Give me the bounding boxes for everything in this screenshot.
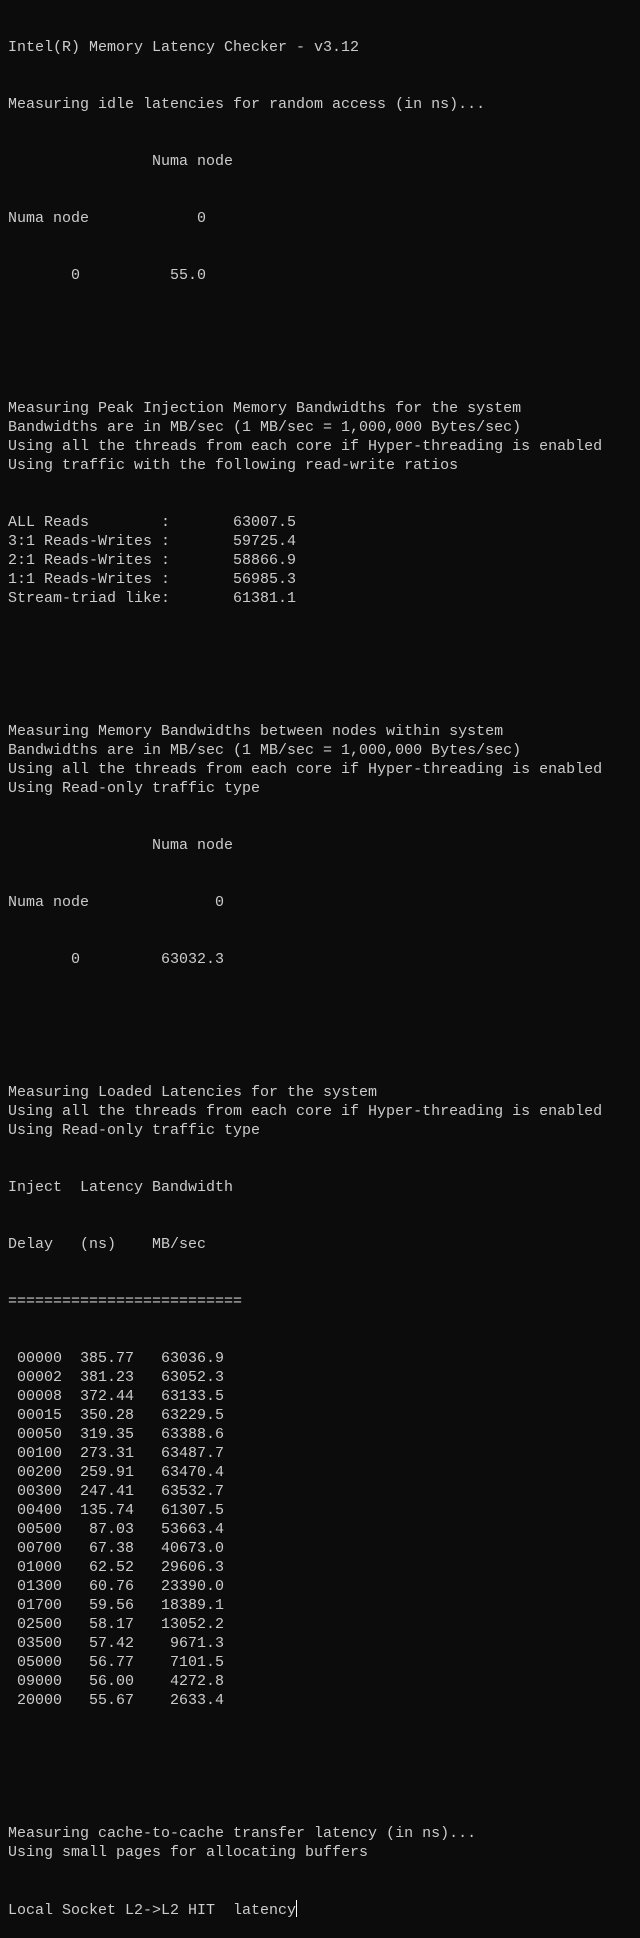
latency-cell: 62.52 (88, 1559, 134, 1576)
nodes-bandwidth-value: 63032.3 (161, 951, 225, 968)
ratio-row (8, 532, 602, 551)
inject-delay-cell: 00008 (16, 1388, 62, 1405)
bandwidth-cell: 29606.3 (160, 1559, 224, 1576)
header-delay: Delay (8, 1236, 54, 1253)
ratio-label: 1:1 Reads-Writes : (8, 571, 171, 588)
latency-cell: 135.74 (79, 1502, 134, 1519)
bandwidth-cell: 23390.0 (160, 1578, 224, 1595)
loaded-line: Measuring Loaded Latencies for the system (8, 1084, 378, 1101)
ratio-label: 2:1 Reads-Writes : (8, 552, 171, 569)
table-row (8, 1558, 602, 1577)
table-row (8, 1577, 602, 1596)
inject-delay-cell: 00100 (16, 1445, 62, 1462)
nodes-row-node: 0 (70, 951, 80, 968)
loaded-line: Using Read-only traffic type (8, 1122, 261, 1139)
nodes-row-header: Numa node (8, 894, 90, 911)
ratio-value: 56985.3 (233, 571, 297, 588)
table-row (8, 1463, 602, 1482)
table-row (8, 1387, 602, 1406)
current-output-line: Local Socket L2->L2 HIT latency (8, 1902, 297, 1919)
bandwidth-cell: 63052.3 (160, 1369, 224, 1386)
table-row (8, 1691, 602, 1710)
ratio-label: 3:1 Reads-Writes : (8, 533, 171, 550)
inject-delay-cell: 00300 (16, 1483, 62, 1500)
header-inject: Inject (8, 1179, 63, 1196)
inject-delay-cell: 00000 (16, 1350, 62, 1367)
ratio-row (8, 589, 602, 608)
latency-cell: 372.44 (79, 1388, 134, 1405)
inject-delay-cell: 00015 (16, 1407, 62, 1424)
ratio-label: ALL Reads : (8, 514, 171, 531)
ratio-row (8, 551, 602, 570)
bandwidth-cell: 9671.3 (169, 1635, 224, 1652)
peak-line: Bandwidths are in MB/sec (1 MB/sec = 1,000,000 Bytes/sec) (8, 419, 522, 436)
latency-cell: 55.67 (88, 1692, 134, 1709)
inject-delay-cell: 09000 (16, 1673, 62, 1690)
loaded-line: Using all the threads from each core if Hyper-threading is enabled (8, 1103, 603, 1120)
c2c-line: Measuring cache-to-cache transfer latency (in ns)... (8, 1825, 477, 1842)
bandwidth-cell: 63532.7 (160, 1483, 224, 1500)
bandwidth-cell: 40673.0 (160, 1540, 224, 1557)
inject-delay-cell: 00200 (16, 1464, 62, 1481)
table-row (8, 1482, 602, 1501)
table-row (8, 1520, 602, 1539)
latency-cell: 273.31 (79, 1445, 134, 1462)
table-row (8, 1615, 602, 1634)
idle-heading: Measuring idle latencies for random access (in ns)... (8, 96, 486, 113)
peak-line: Using all the threads from each core if Hyper-threading is enabled (8, 438, 603, 455)
inject-delay-cell: 05000 (16, 1654, 62, 1671)
header-latency: Latency (80, 1179, 144, 1196)
table-row (8, 1444, 602, 1463)
latency-cell: 59.56 (88, 1597, 134, 1614)
latency-cell: 385.77 (79, 1350, 134, 1367)
nodes-line: Using Read-only traffic type (8, 780, 261, 797)
inject-delay-cell: 01700 (16, 1597, 62, 1614)
idle-row-header: Numa node (8, 210, 90, 227)
table-row (8, 1653, 602, 1672)
bandwidth-cell: 63470.4 (160, 1464, 224, 1481)
loaded-header-2 (8, 1235, 602, 1254)
bandwidth-cell: 13052.2 (160, 1616, 224, 1633)
bandwidth-cell: 53663.4 (160, 1521, 224, 1538)
latency-cell: 319.35 (79, 1426, 134, 1443)
bandwidth-cell: 63487.7 (160, 1445, 224, 1462)
ratio-value: 58866.9 (233, 552, 297, 569)
bandwidth-cell: 63388.6 (160, 1426, 224, 1443)
peak-line: Measuring Peak Injection Memory Bandwidths for the system (8, 400, 522, 417)
nodes-line: Bandwidths are in MB/sec (1 MB/sec = 1,000,000 Bytes/sec) (8, 742, 522, 759)
table-row (8, 1501, 602, 1520)
ratio-label: Stream-triad like: (8, 590, 171, 607)
bandwidth-cell: 4272.8 (169, 1673, 224, 1690)
nodes-col-node: 0 (215, 894, 225, 911)
nodes-line: Using all the threads from each core if Hyper-threading is enabled (8, 761, 603, 778)
table-separator: ========================== (8, 1293, 243, 1310)
latency-cell: 350.28 (79, 1407, 134, 1424)
table-row (8, 1368, 602, 1387)
inject-delay-cell: 02500 (16, 1616, 62, 1633)
table-row (8, 1425, 602, 1444)
bandwidth-cell: 63036.9 (160, 1350, 224, 1367)
ratio-row (8, 513, 602, 532)
header-bandwidth: Bandwidth (152, 1179, 234, 1196)
latency-cell: 58.17 (88, 1616, 134, 1633)
ratio-row (8, 570, 602, 589)
nodes-line: Measuring Memory Bandwidths between nodes within system (8, 723, 504, 740)
bandwidth-cell: 7101.5 (169, 1654, 224, 1671)
latency-cell: 67.38 (88, 1540, 134, 1557)
table-row (8, 1596, 602, 1615)
nodes-col-header: Numa node (152, 837, 234, 854)
latency-cell: 56.00 (88, 1673, 134, 1690)
inject-delay-cell: 00500 (16, 1521, 62, 1538)
latency-cell: 60.76 (88, 1578, 134, 1595)
table-row (8, 1634, 602, 1653)
bandwidth-cell: 63133.5 (160, 1388, 224, 1405)
idle-col-header: Numa node (152, 153, 234, 170)
latency-cell: 247.41 (79, 1483, 134, 1500)
peak-line: Using traffic with the following read-write ratios (8, 457, 459, 474)
inject-delay-cell: 00050 (16, 1426, 62, 1443)
inject-delay-cell: 00400 (16, 1502, 62, 1519)
inject-delay-cell: 01300 (16, 1578, 62, 1595)
inject-delay-cell: 00002 (16, 1369, 62, 1386)
app-title: Intel(R) Memory Latency Checker - v3.12 (8, 39, 360, 56)
bandwidth-cell: 61307.5 (160, 1502, 224, 1519)
idle-col-node: 0 (197, 210, 207, 227)
inject-delay-cell: 20000 (16, 1692, 62, 1709)
inject-delay-cell: 03500 (16, 1635, 62, 1652)
terminal-output[interactable] (8, 0, 602, 1938)
latency-cell: 259.91 (79, 1464, 134, 1481)
header-ns: (ns) (80, 1236, 117, 1253)
c2c-line: Using small pages for allocating buffers (8, 1844, 369, 1861)
bandwidth-cell: 63229.5 (160, 1407, 224, 1424)
bandwidth-cell: 2633.4 (169, 1692, 224, 1709)
table-row (8, 1406, 602, 1425)
loaded-header-1 (8, 1178, 602, 1197)
bandwidth-cell: 18389.1 (160, 1597, 224, 1614)
table-row (8, 1349, 602, 1368)
header-mbsec: MB/sec (152, 1236, 207, 1253)
ratio-value: 63007.5 (233, 514, 297, 531)
inject-delay-cell: 01000 (16, 1559, 62, 1576)
table-row (8, 1672, 602, 1691)
latency-cell: 56.77 (88, 1654, 134, 1671)
latency-cell: 87.03 (88, 1521, 134, 1538)
ratio-value: 61381.1 (233, 590, 297, 607)
ratio-value: 59725.4 (233, 533, 297, 550)
idle-row-node: 0 (70, 267, 80, 284)
latency-cell: 57.42 (88, 1635, 134, 1652)
latency-cell: 381.23 (79, 1369, 134, 1386)
table-row (8, 1539, 602, 1558)
inject-delay-cell: 00700 (16, 1540, 62, 1557)
text-cursor (296, 1900, 297, 1917)
idle-latency-value: 55.0 (170, 267, 207, 284)
